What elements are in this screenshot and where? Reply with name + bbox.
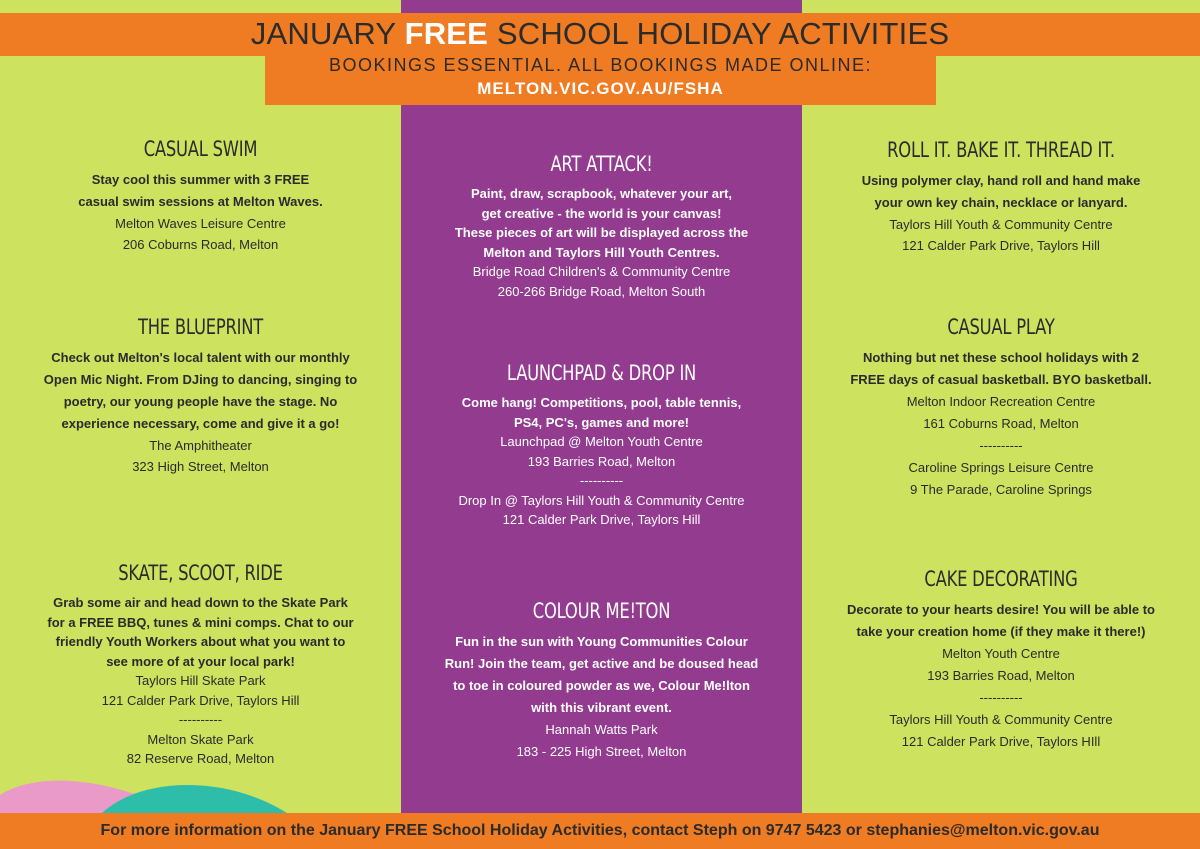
- section-description: Come hang! Competitions, pool, table tennis, PS4, PC's, games and more!: [461, 395, 742, 430]
- section-location: The Amphitheater 323 High Street, Melton: [132, 438, 269, 474]
- section-description: Fun in the sun with Young Communities Colour Run! Join the team, get active and be doused head to toe in coloured powder as we, Colour Me!lton with this vibrant event.: [444, 634, 759, 715]
- section-the-blueprint: [0, 313, 401, 477]
- section-description: Stay cool this summer with 3 FREE casual swim sessions at Melton Waves.: [78, 172, 323, 209]
- section-title: COLOUR ME!TON: [532, 599, 671, 623]
- section-location: Hannah Watts Park 183 - 225 High Street, Melton: [516, 722, 687, 759]
- section-cake-decorating: [802, 565, 1200, 753]
- booking-note: BOOKINGS ESSENTIAL. ALL BOOKINGS MADE ONLINE:: [329, 55, 872, 75]
- footer-contact: For more information on the January FREE School Holiday Activities, contact Steph on 9747 5423 or stephanies@melton.vic.gov.au: [100, 822, 1100, 839]
- section-casual-swim: [0, 135, 401, 255]
- section-description: Using polymer clay, hand roll and hand make your own key chain, necklace or lanyard.: [861, 173, 1141, 210]
- decorative-blobs: [0, 770, 300, 815]
- section-location: Melton Waves Leisure Centre 206 Coburns Road, Melton: [115, 216, 286, 252]
- section-colour-melton: [401, 597, 802, 763]
- section-description: Nothing but net these school holidays with 2 FREE days of casual basketball. BYO basketball.: [850, 350, 1152, 387]
- section-title: ART ATTACK!: [550, 152, 653, 176]
- section-skate-scoot-ride: [0, 559, 401, 769]
- section-roll-bake-thread: [802, 136, 1200, 256]
- section-location: Taylors Hill Youth & Community Centre 121 Calder Park Drive, Taylors Hill: [889, 217, 1113, 253]
- section-location: Melton Youth Centre 193 Barries Road, Melton ---------- Taylors Hill Youth & Community Centre 121 Calder Park Drive, Taylors HIll: [889, 646, 1113, 749]
- section-description: Check out Melton's local talent with our monthly Open Mic Night. From DJing to dancing, singing to poetry, our young people have the stage. No experience necessary, come and give it a go!: [43, 350, 358, 431]
- section-location: Melton Indoor Recreation Centre 161 Coburns Road, Melton ---------- Caroline Springs Leisure Centre 9 The Parade, Caroline Springs: [906, 394, 1096, 497]
- section-description: Decorate to your hearts desire! You will be able to take your creation home (if they make it there!): [847, 602, 1155, 639]
- section-description: Grab some air and head down to the Skate Park for a FREE BBQ, tunes & mini comps. Chat to our friendly Youth Workers about what you want to see more of at your local park!: [47, 595, 354, 669]
- section-title: THE BLUEPRINT: [137, 315, 264, 339]
- section-casual-play: [802, 313, 1200, 501]
- booking-url: MELTON.VIC.GOV.AU/FSHA: [477, 79, 724, 98]
- section-location: Launchpad @ Melton Youth Centre 193 Barries Road, Melton ---------- Drop In @ Taylors Hill Youth & Community Centre 121 Calder Park Drive, Taylors Hill: [458, 434, 745, 527]
- section-location: Bridge Road Children's & Community Centre 260-266 Bridge Road, Melton South: [472, 264, 731, 299]
- section-title: CASUAL PLAY: [947, 315, 1055, 339]
- section-title: SKATE, SCOOT, RIDE: [118, 561, 283, 585]
- page-title: JANUARY FREE SCHOOL HOLIDAY ACTIVITIES: [250, 16, 950, 51]
- section-description: Paint, draw, scrapbook, whatever your art, get creative - the world is your canvas! These pieces of art will be displayed across the Melton and Taylors Hill Youth Centres.: [454, 186, 749, 260]
- section-art-attack: [401, 150, 802, 301]
- section-location: Taylors Hill Skate Park 121 Calder Park Drive, Taylors Hill ---------- Melton Skate Park 82 Reserve Road, Melton: [101, 673, 300, 766]
- section-title: LAUNCHPAD & DROP IN: [506, 361, 697, 385]
- section-launchpad-drop-in: [401, 359, 802, 530]
- section-title: CASUAL SWIM: [143, 137, 258, 161]
- section-title: ROLL IT. BAKE IT. THREAD IT.: [887, 138, 1115, 162]
- section-title: CAKE DECORATING: [924, 567, 1078, 591]
